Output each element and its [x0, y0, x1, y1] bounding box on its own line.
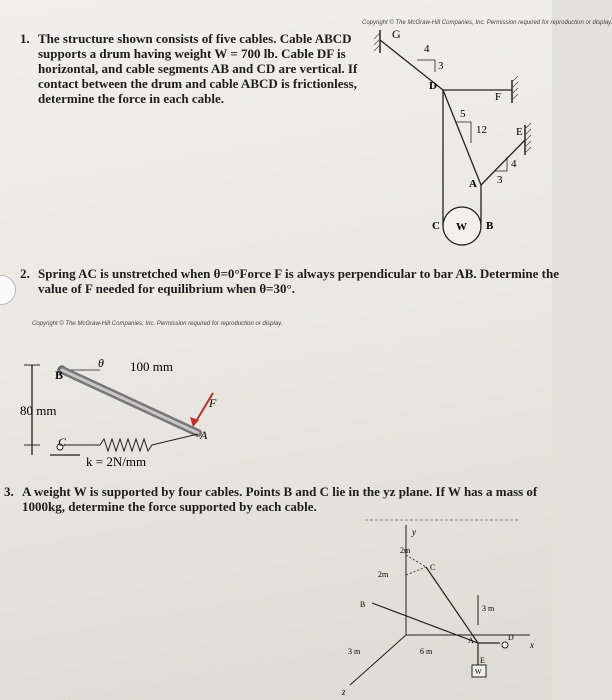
problem-2-number: 2.	[20, 266, 30, 281]
problem-3-line-1: A weight W is supported by four cables. Points B and C lie in the yz plane. If W has a mass of	[22, 484, 538, 499]
slope-3-b: 3	[497, 174, 503, 186]
label-f: F	[495, 91, 502, 103]
z-axis	[350, 635, 406, 685]
label-a: A	[468, 636, 474, 645]
label-c: C	[432, 220, 440, 232]
bar-ab-highlight	[62, 370, 198, 433]
dim-line-2m-b	[406, 567, 426, 575]
problem-2-line-1: Spring AC is unstretched when θ=0°Force F is always perpendicular to bar AB. Determine the	[38, 266, 559, 281]
hatching-g	[374, 33, 380, 51]
figure-1-cable-structure	[355, 25, 552, 250]
label-d: D	[429, 80, 437, 92]
problem-1-line-2: supports a drum having weight W = 700 lb. Cable DF is	[38, 46, 346, 61]
label-e: E	[516, 126, 523, 138]
label-w: W	[475, 668, 482, 676]
problem-1-line-3: horizontal, and cable segments AB and CD are vertical. If	[38, 61, 358, 76]
label-g: G	[392, 27, 401, 41]
label-a: A	[469, 178, 477, 190]
pin-d	[502, 642, 508, 648]
cable-ac	[426, 567, 478, 643]
label-b: B	[360, 600, 366, 609]
problem-1-line-1: The structure shown consists of five cables. Cable ABCD	[38, 31, 352, 46]
dim-line-2m-a	[406, 555, 426, 567]
slope-2-b: 12	[476, 124, 487, 136]
dim-6m: 6 m	[420, 647, 433, 656]
problem-2-line-2: value of F needed for equilibrium when θ=30°.	[38, 281, 296, 296]
hatching-e	[525, 123, 531, 153]
figure-2-bar-spring	[10, 335, 250, 475]
slope-1-b: 3	[438, 60, 444, 72]
figure-2-copyright: Copyright © The McGraw-Hill Companies, Inc. Permission required for reproduction or display.	[32, 321, 283, 327]
figure-1-copyright: Copyright © The McGraw-Hill Companies, Inc. Permission required for reproduction or display.	[362, 20, 612, 26]
label-a: A	[200, 428, 208, 442]
dim-3m-b: 3 m	[348, 647, 361, 656]
slope-2-a: 5	[460, 108, 466, 120]
problem-3-number: 3.	[4, 484, 14, 499]
slope-1-a: 4	[424, 43, 430, 55]
label-length: 100 mm	[130, 359, 173, 374]
label-k: k = 2N/mm	[86, 454, 147, 469]
label-theta: θ	[98, 356, 104, 370]
label-f: F	[209, 396, 217, 410]
dim-2m-b: 2m	[378, 570, 389, 579]
label-y: y	[412, 527, 416, 537]
hatching-f	[512, 76, 518, 100]
cable-ae	[481, 140, 525, 185]
problem-1-line-4: contact between the drum and cable ABCD is frictionless,	[38, 76, 357, 91]
label-x: x	[530, 640, 534, 650]
problem-3-line-2: 1000kg, determine the force supported by each cable.	[22, 499, 317, 514]
cable-ab	[372, 603, 478, 643]
problem-1-number: 1.	[20, 31, 30, 46]
hole-punch	[0, 275, 16, 305]
figure-3-cables-3d	[330, 515, 552, 700]
dim-2m-a: 2m	[400, 546, 411, 555]
spring-ac	[64, 434, 198, 451]
label-d: D	[508, 633, 514, 642]
label-c: C	[430, 563, 436, 572]
cable-da	[443, 90, 481, 185]
slope-triangle-1	[417, 60, 435, 72]
label-b: B	[55, 368, 64, 382]
problem-1-line-5: determine the force in each cable.	[38, 91, 225, 106]
label-height: 80 mm	[20, 403, 57, 418]
dim-3m-a: 3 m	[482, 604, 495, 613]
label-c: C	[58, 435, 67, 449]
label-e: E	[480, 656, 485, 665]
slope-3-a: 4	[511, 158, 517, 170]
label-z: z	[342, 687, 346, 697]
label-b: B	[486, 220, 494, 232]
label-w: W	[456, 221, 467, 233]
